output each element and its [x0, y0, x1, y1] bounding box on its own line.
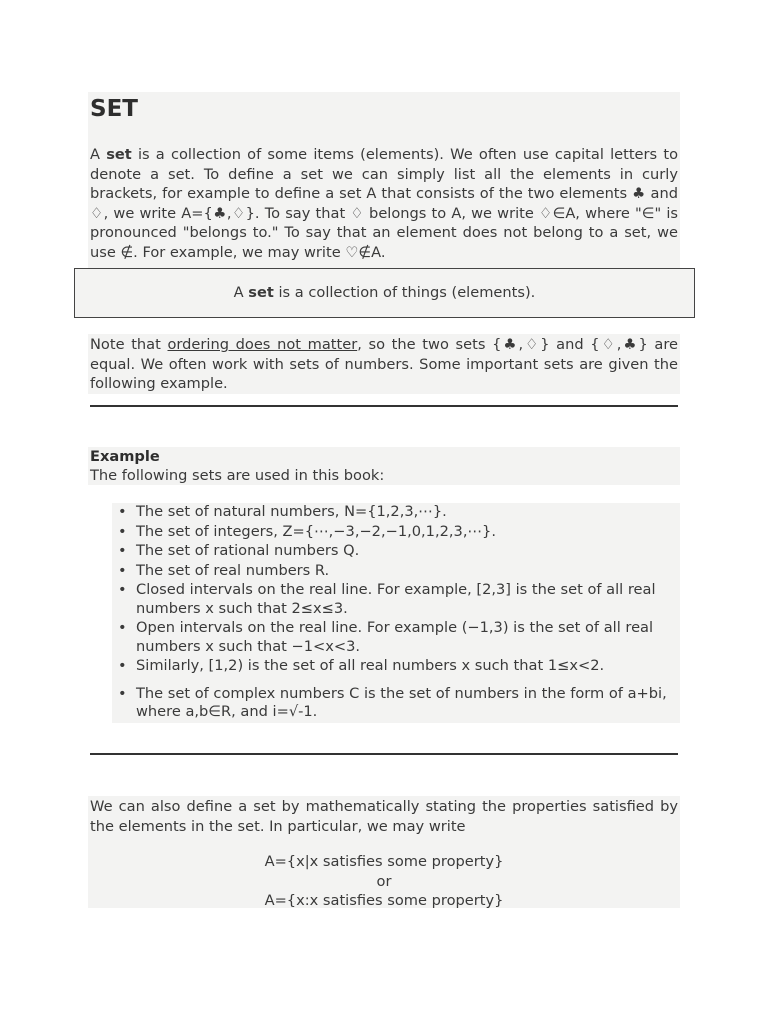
intro-section — [88, 92, 680, 268]
list-item-text: The set of natural numbers, N={1,2,3,⋯}. — [136, 503, 447, 520]
list-item — [112, 542, 680, 561]
builder-paragraph: We can also define a set by mathematically stating the properties satisfied by the elements in the set. In particular, we may write — [90, 798, 678, 835]
bullet-icon: • — [118, 684, 127, 702]
example-heading: Example — [90, 448, 160, 465]
list-item — [112, 619, 680, 656]
set-term: set — [106, 146, 132, 163]
list-item-text: Open intervals on the real line. For example (−1,3) is the set of all real numbers x such that −1<x<3. — [136, 619, 654, 655]
note-section — [88, 334, 680, 394]
bullet-icon: • — [118, 503, 127, 520]
divider-1 — [90, 405, 678, 407]
example-subtitle: The following sets are used in this book: — [90, 467, 385, 484]
bullet-icon: • — [118, 619, 127, 636]
intro-paragraph: A set is a collection of some items (elements). We often use capital letters to denote a set. To define a set we can simply list all the elements in curly brackets, for example to define a set A that consists of the two elements ♣ and ♢, we write A={♣,♢}. To say that ♢ belongs to A, we write ♢∈A, where "∈" is pronounced "belongs to." To say that an element does not belong to a set, we use ∉. For example, we may write ♡∉A. — [90, 146, 678, 261]
list-item-text: Similarly, [1,2) is the set of all real numbers x such that 1≤x<2. — [136, 657, 605, 674]
list-item-text: Closed intervals on the real line. For example, [2,3] is the set of all real numbers x such that 2≤x≤3. — [136, 581, 656, 617]
divider-2 — [90, 753, 678, 755]
bullet-icon: • — [118, 657, 127, 674]
list-item-text: The set of complex numbers C is the set of numbers in the form of a+bi, where a,b∈R, and i=√-1. — [136, 684, 667, 720]
list-item — [112, 523, 680, 542]
list-item-text: The set of integers, Z={⋯,−3,−2,−1,0,1,2,3,⋯}. — [136, 522, 496, 540]
example-header — [88, 447, 680, 485]
list-item — [112, 503, 680, 522]
list-item-text: The set of rational numbers Q. — [136, 542, 360, 559]
list-item — [112, 657, 680, 676]
list-item — [112, 685, 680, 722]
bullet-icon: • — [118, 581, 127, 598]
bullet-icon: • — [118, 542, 127, 559]
builder-formula-2: A={x:x satisfies some property} — [264, 892, 504, 909]
bullet-icon: • — [118, 561, 127, 579]
note-paragraph: Note that ordering does not matter, so the two sets {♣,♢} and {♢,♣} are equal. We often work with sets of numbers. Some important sets are given the following example. — [90, 336, 678, 392]
page-title: SET — [90, 96, 138, 122]
builder-formula-1: A={x|x satisfies some property} — [264, 853, 504, 870]
ordering-note-underline: ordering does not matter — [167, 336, 358, 353]
list-item — [112, 562, 680, 581]
definition-term: set — [248, 284, 274, 301]
bullet-icon: • — [118, 522, 127, 540]
list-item — [112, 581, 680, 618]
list-item-text: The set of real numbers R. — [136, 561, 330, 579]
builder-section — [88, 796, 680, 908]
definition-box: A set is a collection of things (elements). — [74, 268, 695, 318]
example-list-section — [112, 503, 680, 723]
builder-or: or — [376, 872, 392, 890]
sets-list — [112, 503, 680, 722]
